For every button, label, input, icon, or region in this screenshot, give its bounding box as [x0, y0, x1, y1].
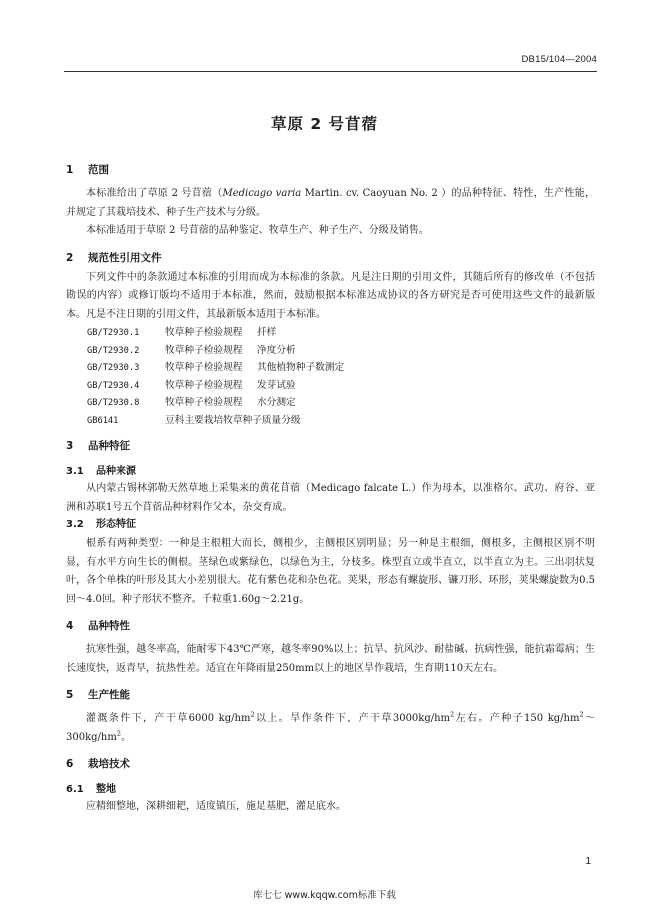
- morphology-paragraph: 根系有两种类型：一种是主根粗大而长，侧根少，主侧根区别明显；另一种是主根细，侧根多，主侧根区别不明显，有水平方向生长的侧根。茎绿色或紫绿色，以绿色为主，分枝多。株型直立或半直立，以半直立为主。三出羽状复叶，各个单株的叶形及其大小差别很大。花有紫色花和杂色花。荚果，形态有螺旋形、镰刀形、环形，荚果螺旋数为0.5回～4.0回。种子形状不整齐。千粒重1.60g～2.21g。: [66, 538, 595, 605]
- document-body: [66, 162, 595, 817]
- section-number: 1: [66, 164, 74, 176]
- section-heading-variety-properties: [66, 618, 595, 635]
- section-title: 品种特征: [88, 440, 130, 452]
- land-preparation-paragraph: 应精细整地，深耕细耙，适度镇压，施足基肥，灌足底水。: [86, 801, 346, 812]
- properties-paragraph: 抗寒性强，越冬率高，能耐零下43℃严寒，越冬率90%以上；抗旱、抗风沙、耐盐碱、抗病性强，能抗霜霉病；生长速度快，返青早，抗热性差。适宜在年降雨量250mm以上的地区旱作栽培，生育期110天左右。: [66, 644, 595, 674]
- section-title: 生产性能: [88, 689, 130, 701]
- production-paragraph: 灌溉条件下，产干草6000 $kg/hm^2$以上。旱作条件下，产干草$3000kg/hm^2$左右。产种子150 $kg/hm^2\sim 300kg/hm^2$。: [66, 710, 595, 743]
- section-heading-production-performance: [66, 687, 595, 704]
- subsection-heading-land-preparation: [66, 782, 595, 798]
- scope-paragraph-2: 本标准适用于草原 2 号苜蓿的品种鉴定、牧草生产、种子生产、分级及销售。: [86, 225, 429, 236]
- reference-item: GB/T2930.3 牧草种子检验规程 其他植物种子数测定: [87, 362, 345, 373]
- reference-item: GB/T2930.1 牧草种子检验规程 扦样: [87, 327, 277, 338]
- section-title: 栽培技术: [88, 758, 130, 770]
- references-intro: 下列文件中的条款通过本标准的引用而成为本标准的条款。凡是注日期的引用文件，其随后所有的修改单（不包括勘误的内容）或修订版均不适用于本标准，然而，鼓励根据本标准达成协议的各方研究是否可使用这些文件的最新版本。凡是不注日期的引用文件，其最新版本适用于本标准。: [66, 271, 595, 320]
- section-heading-normative-references: [66, 250, 595, 267]
- subsection-title: 品种来源: [96, 466, 136, 477]
- section-heading-cultivation-techniques: [66, 756, 595, 773]
- section-number: 2: [66, 251, 74, 264]
- subsection-number: 3.2: [66, 519, 84, 530]
- document-code: DB15/104—2004: [521, 54, 597, 65]
- section-number: 6: [66, 758, 74, 770]
- subsection-title: 形态特征: [96, 519, 136, 530]
- reference-item: GB/T2930.4 牧草种子检验规程 发芽试验: [87, 379, 296, 391]
- reference-item: GB/T2930.8 牧草种子检验规程 水分测定: [87, 397, 296, 408]
- section-title: 品种特性: [88, 620, 130, 632]
- section-number: 3: [66, 440, 74, 452]
- subsection-number: 3.1: [66, 466, 84, 477]
- section-heading-variety-characteristics: [66, 438, 595, 455]
- subsection-heading-morphology: [66, 517, 595, 533]
- scope-paragraph-1: 本标准给出了草原 2 号苜蓿（Medicago varia Martin. cv. Caoyuan No. 2 ）的品种特征、特性，生产性能，并规定了其栽培技术、种子生产技术与分级。: [66, 188, 595, 218]
- latin-name: Medicago varia: [222, 188, 302, 199]
- header-rule: [64, 71, 597, 72]
- section-number: 4: [66, 620, 74, 632]
- page-number: 1: [585, 856, 591, 867]
- watermark: 库七七 www.kqqw.com标准下载: [253, 890, 396, 901]
- subsection-heading-origin: [66, 464, 595, 480]
- subsection-title: 整地: [96, 784, 116, 795]
- reference-item: GB/T2930.2 牧草种子检验规程 净度分析: [87, 344, 296, 356]
- section-heading-scope: [66, 162, 595, 179]
- section-title: 范围: [88, 164, 109, 176]
- origin-paragraph: 从内蒙古锡林郭勒天然草地上采集来的黄花苜蓿（Medicago falcate L.）作为母本，以准格尔、武功、府谷、亚洲和苏联1号五个苜蓿品种材料作父本，杂交育成。: [66, 483, 595, 513]
- reference-item: GB6141 豆科主要栽培牧草种子质量分级: [87, 414, 301, 426]
- section-number: 5: [66, 689, 74, 701]
- document-title: 草原 2 号苜蓿: [270, 115, 379, 133]
- section-title: 规范性引用文件: [88, 251, 162, 264]
- reference-list: [66, 324, 595, 429]
- subsection-number: 6.1: [66, 784, 84, 795]
